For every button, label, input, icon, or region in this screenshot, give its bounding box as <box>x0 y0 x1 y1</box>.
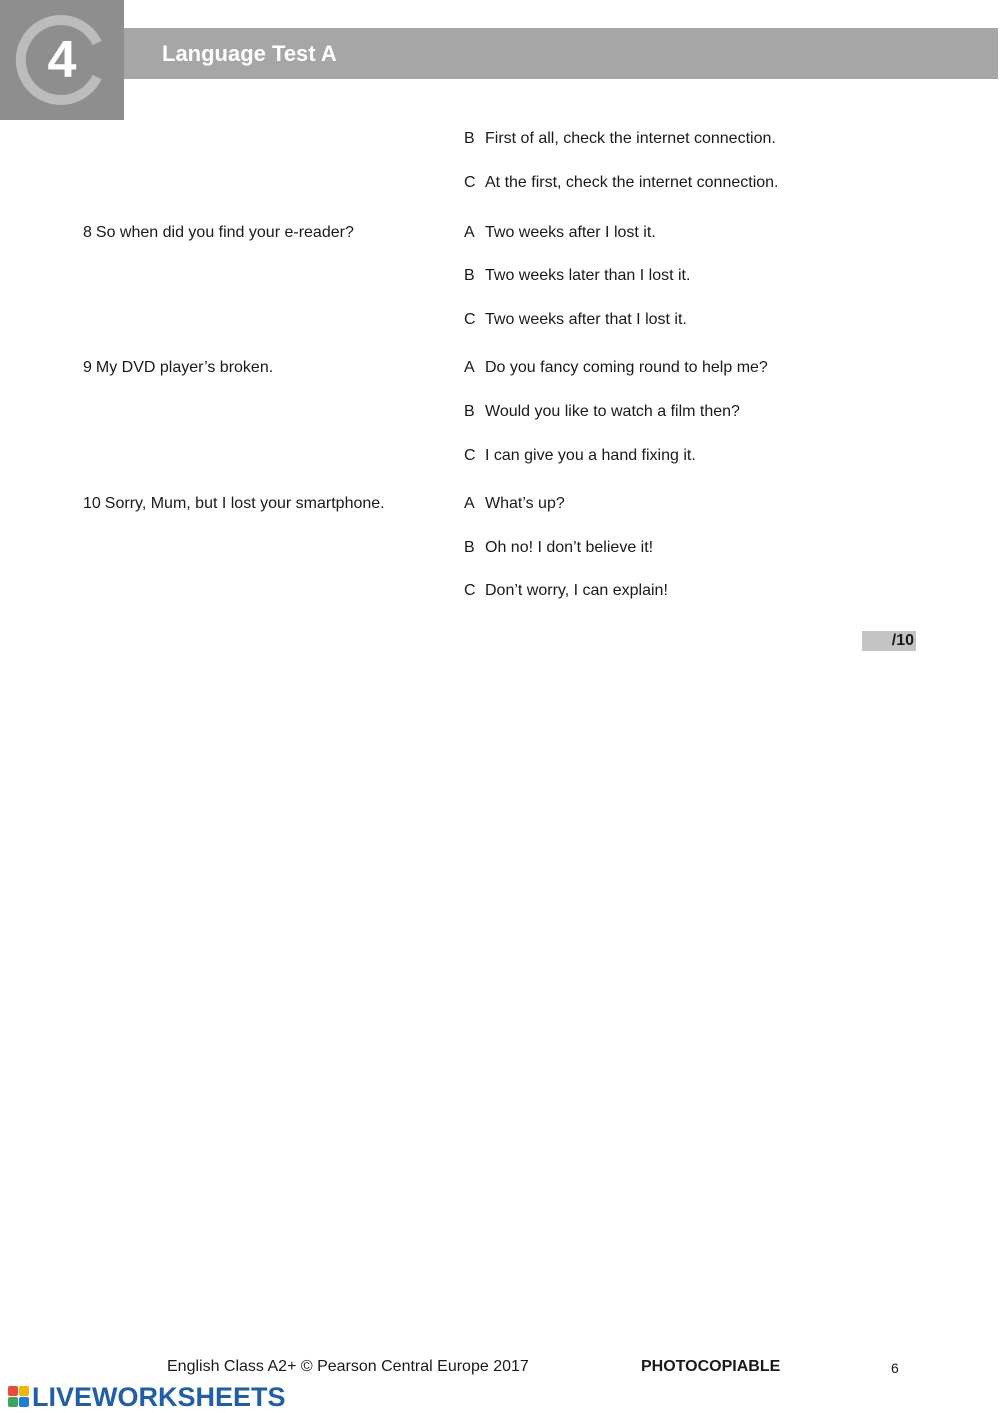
option-10b[interactable] <box>464 539 653 557</box>
option-text: Do you fancy coming round to help me? <box>485 359 768 376</box>
option-text: Oh no! I don’t believe it! <box>485 539 654 556</box>
option-text: Don’t worry, I can explain! <box>485 582 668 599</box>
option-letter: C <box>464 447 476 464</box>
question-9 <box>83 359 273 377</box>
option-8c[interactable] <box>464 311 687 329</box>
question-number: 9 <box>83 359 92 376</box>
option-letter: B <box>464 539 475 556</box>
option-letter: B <box>464 130 475 147</box>
option-8b[interactable] <box>464 267 690 285</box>
option-text: First of all, check the internet connection. <box>485 130 776 147</box>
question-8 <box>83 224 354 242</box>
question-number: 8 <box>83 224 92 241</box>
score-box: /10 <box>862 631 916 651</box>
option-text: Two weeks after that I lost it. <box>485 311 687 328</box>
option-8a[interactable] <box>464 224 656 242</box>
option-10c[interactable] <box>464 582 668 600</box>
option-7c[interactable] <box>464 174 779 192</box>
question-prompt: My DVD player’s broken. <box>95 359 274 376</box>
page-title: Language Test A <box>162 41 337 66</box>
option-7b[interactable] <box>464 130 776 148</box>
logo-text: LIVEWORKSHEETS <box>32 1382 286 1412</box>
option-letter: A <box>464 359 475 376</box>
option-letter: B <box>464 403 475 420</box>
option-text: At the first, check the internet connection. <box>485 174 779 191</box>
option-text: Would you like to watch a film then? <box>485 403 740 420</box>
question-number: 10 <box>83 495 101 512</box>
question-prompt: Sorry, Mum, but I lost your smartphone. <box>104 495 385 512</box>
option-text: What’s up? <box>485 495 565 512</box>
option-9a[interactable] <box>464 359 768 377</box>
option-letter: A <box>464 495 475 512</box>
logo-grid-icon <box>8 1386 30 1408</box>
unit-number: 4 <box>47 31 77 89</box>
option-letter: C <box>464 311 476 328</box>
option-letter: B <box>464 267 475 284</box>
option-text: Two weeks after I lost it. <box>485 224 656 241</box>
option-letter: C <box>464 582 476 599</box>
question-10 <box>83 495 385 513</box>
option-9c[interactable] <box>464 447 696 465</box>
footer-photocopiable: PHOTOCOPIABLE <box>641 1358 781 1375</box>
unit-badge <box>0 0 124 120</box>
option-9b[interactable] <box>464 403 740 421</box>
page-number: 6 <box>891 1360 899 1376</box>
footer-copyright: English Class A2+ © Pearson Central Europe 2017 <box>167 1358 529 1375</box>
header-bar <box>124 28 998 79</box>
question-prompt: So when did you find your e-reader? <box>95 224 354 241</box>
option-text: Two weeks later than I lost it. <box>485 267 691 284</box>
option-letter: A <box>464 224 475 241</box>
option-text: I can give you a hand fixing it. <box>485 447 696 464</box>
option-10a[interactable] <box>464 495 565 513</box>
option-letter: C <box>464 174 476 191</box>
